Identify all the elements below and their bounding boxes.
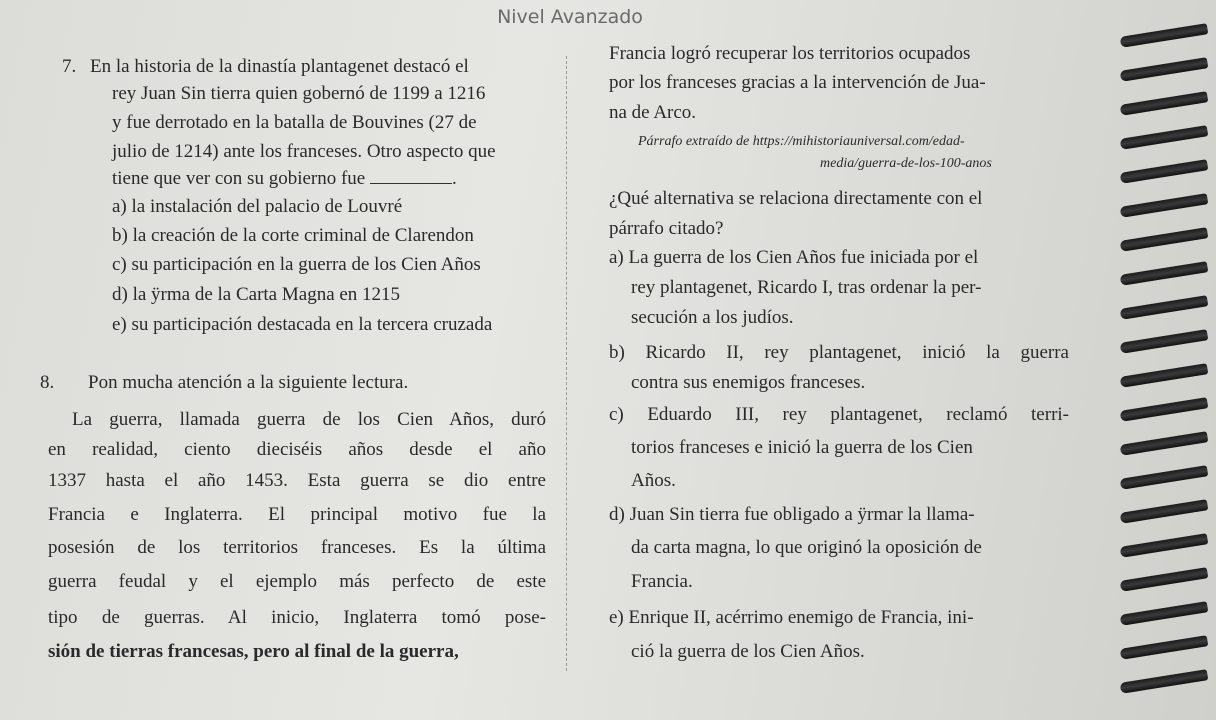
- reading-cont-line: na de Arco.: [609, 102, 697, 123]
- q8-question: ¿Qué alternativa se relaciona directamente con el: [609, 188, 983, 209]
- q8-option-e: e) Enrique II, acérrimo enemigo de Francia, ini-: [609, 607, 974, 628]
- q8-option-b: b) Ricardo II, rey plantagenet, inició la guerra: [609, 342, 1069, 363]
- binding-ring: [1120, 227, 1209, 252]
- source-line: Párrafo extraído de https://mihistoriauniversal.com/edad-: [638, 134, 965, 149]
- q8-option-d: d) Juan Sin tierra fue obligado a ÿrmar la llama-: [609, 504, 975, 525]
- q7-stem-line: rey Juan Sin tierra quien gobernó de 1199 a 1216: [112, 83, 486, 104]
- binding-ring: [1120, 601, 1209, 626]
- reading-cont-line: Francia logró recuperar los territorios ocupados: [609, 43, 971, 64]
- reading-line: tipo de guerras. Al inicio, Inglaterra tomó pose-: [48, 607, 546, 628]
- q8-option-a-cont: rey plantagenet, Ricardo I, tras ordenar la per-: [631, 277, 982, 298]
- q8-question: párrafo citado?: [609, 218, 724, 239]
- q8-number: 8.: [40, 372, 55, 393]
- reading-line: Francia e Inglaterra. El principal motivo fue la: [48, 504, 546, 525]
- spiral-binding: [1120, 0, 1216, 720]
- binding-ring: [1120, 397, 1209, 422]
- binding-ring: [1120, 23, 1209, 48]
- column-divider: [566, 56, 567, 671]
- q7-stem-line: En la historia de la dinastía plantagenet destacó el: [90, 56, 469, 77]
- binding-ring: [1120, 91, 1209, 116]
- reading-line: guerra feudal y el ejemplo más perfecto de este: [48, 571, 546, 592]
- binding-ring: [1120, 125, 1209, 150]
- binding-ring: [1120, 499, 1209, 524]
- q7-option-c: c) su participación en la guerra de los Cien Años: [112, 254, 481, 275]
- q7-number: 7.: [62, 56, 77, 77]
- binding-ring: [1120, 295, 1209, 320]
- binding-ring: [1120, 193, 1209, 218]
- q7-option-e: e) su participación destacada en la tercera cruzada: [112, 314, 493, 335]
- reading-line: La guerra, llamada guerra de los Cien Años, duró: [72, 409, 546, 430]
- binding-ring: [1120, 669, 1209, 694]
- q8-option-a-cont: secución a los judíos.: [631, 307, 794, 328]
- q8-option-c-cont: torios franceses e inició la guerra de los Cien: [631, 437, 973, 458]
- q7-stem-last: [112, 167, 457, 191]
- q8-option-d-cont: da carta magna, lo que originó la oposición de: [631, 537, 982, 558]
- q8-option-a: a) La guerra de los Cien Años fue iniciada por el: [609, 247, 979, 268]
- q7-option-b: b) la creación de la corte criminal de Clarendon: [112, 225, 474, 246]
- binding-ring: [1120, 329, 1209, 354]
- q7-option-a: a) la instalación del palacio de Louvré: [112, 196, 403, 217]
- reading-cont-line: por los franceses gracias a la intervención de Jua-: [609, 72, 986, 93]
- q7-stem-line: y fue derrotado en la batalla de Bouvines (27 de: [112, 112, 477, 133]
- binding-ring: [1120, 465, 1209, 490]
- binding-ring: [1120, 261, 1209, 286]
- q8-option-c: c) Eduardo III, rey plantagenet, reclamó terri-: [609, 404, 1069, 425]
- q8-option-c-cont: Años.: [631, 470, 676, 491]
- reading-line: en realidad, ciento dieciséis años desde el año: [48, 439, 546, 460]
- binding-ring: [1120, 57, 1209, 82]
- binding-ring: [1120, 635, 1209, 660]
- q8-intro: Pon mucha atención a la siguiente lectura.: [88, 372, 409, 393]
- q8-option-d-cont: Francia.: [631, 571, 693, 592]
- q7-stem-line: julio de 1214) ante los franceses. Otro aspecto que: [112, 141, 496, 162]
- binding-ring: [1120, 159, 1209, 184]
- binding-ring: [1120, 431, 1209, 456]
- binding-ring: [1120, 567, 1209, 592]
- reading-line: posesión de los territorios franceses. Es la última: [48, 537, 546, 558]
- q8-option-b-cont: contra sus enemigos franceses.: [631, 372, 866, 393]
- reading-line: sión de tierras francesas, pero al final de la guerra,: [48, 641, 459, 662]
- q7-stem-text: tiene que ver con su gobierno fue: [112, 168, 366, 189]
- source-line: media/guerra-de-los-100-anos: [820, 156, 992, 171]
- q8-option-e-cont: ció la guerra de los Cien Años.: [631, 641, 865, 662]
- q7-option-d: d) la ÿrma de la Carta Magna en 1215: [112, 284, 401, 305]
- binding-ring: [1120, 363, 1209, 388]
- answer-blank: [370, 169, 452, 184]
- q7-stem-end: .: [452, 168, 457, 189]
- level-title: Nivel Avanzado: [497, 6, 643, 28]
- reading-line: 1337 hasta el año 1453. Esta guerra se dio entre: [48, 470, 546, 491]
- binding-ring: [1120, 533, 1209, 558]
